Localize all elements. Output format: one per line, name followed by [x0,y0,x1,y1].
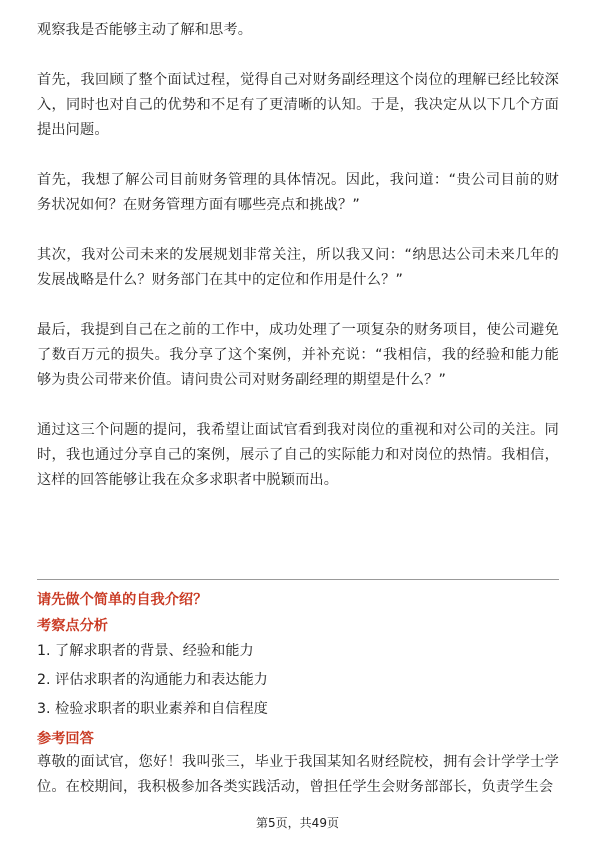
paragraph-review: 首先，我回顾了整个面试过程，觉得自己对财务副经理这个岗位的理解已经比较深入，同时也对自己的优势和不足有了更清晰的认知。于是，我决定从以下几个方面提出问题。 [37,72,559,138]
list-item: 1. 了解求职者的背景、经验和能力 [37,643,254,659]
section-divider [37,579,559,580]
answer-body [37,18,559,493]
reference-answer-text: 尊敬的面试官，您好！我叫张三，毕业于我国某知名财经院校，拥有会计学学士学位。在校期间，我积极参加各类实践活动，曾担任学生会财务部部长，负责学生会 [37,754,559,795]
analysis-heading: 考察点分析 [37,618,108,634]
paragraph-question-2: 其次，我对公司未来的发展规划非常关注，所以我又问：“纳思达公司未来几年的发展战略是什么？财务部门在其中的定位和作用是什么？” [37,247,559,288]
paragraph-question-1: 首先，我想了解公司目前财务管理的具体情况。因此，我问道：“贵公司目前的财务状况如何？在财务管理方面有哪些亮点和挑战？” [37,172,559,213]
list-item: 3. 检验求职者的职业素养和自信程度 [37,701,268,717]
answer-heading: 参考回答 [37,731,94,747]
analysis-list [37,637,559,724]
paragraph-intro-tail: 观察我是否能够主动了解和思考。 [37,22,253,38]
paragraph-question-3: 最后，我提到自己在之前的工作中，成功处理了一项复杂的财务项目，使公司避免了数百万元的损失。我分享了这个案例，并补充说：“我相信，我的经验和能力能够为贵公司带来价值。请问贵公司对财务副经理的期望是什么？” [37,322,559,388]
list-item: 2. 评估求职者的沟通能力和表达能力 [37,672,268,688]
page-number: 第5页，共49页 [256,816,339,830]
interview-question: 请先做个简单的自我介绍？ [37,592,208,608]
paragraph-conclusion: 通过这三个问题的提问，我希望让面试官看到我对岗位的重视和对公司的关注。同时，我也通过分享自己的案例，展示了自己的实际能力和对岗位的热情。我相信，这样的回答能够让我在众多求职者中脱颖而出。 [37,422,559,488]
qa-section [37,589,559,800]
